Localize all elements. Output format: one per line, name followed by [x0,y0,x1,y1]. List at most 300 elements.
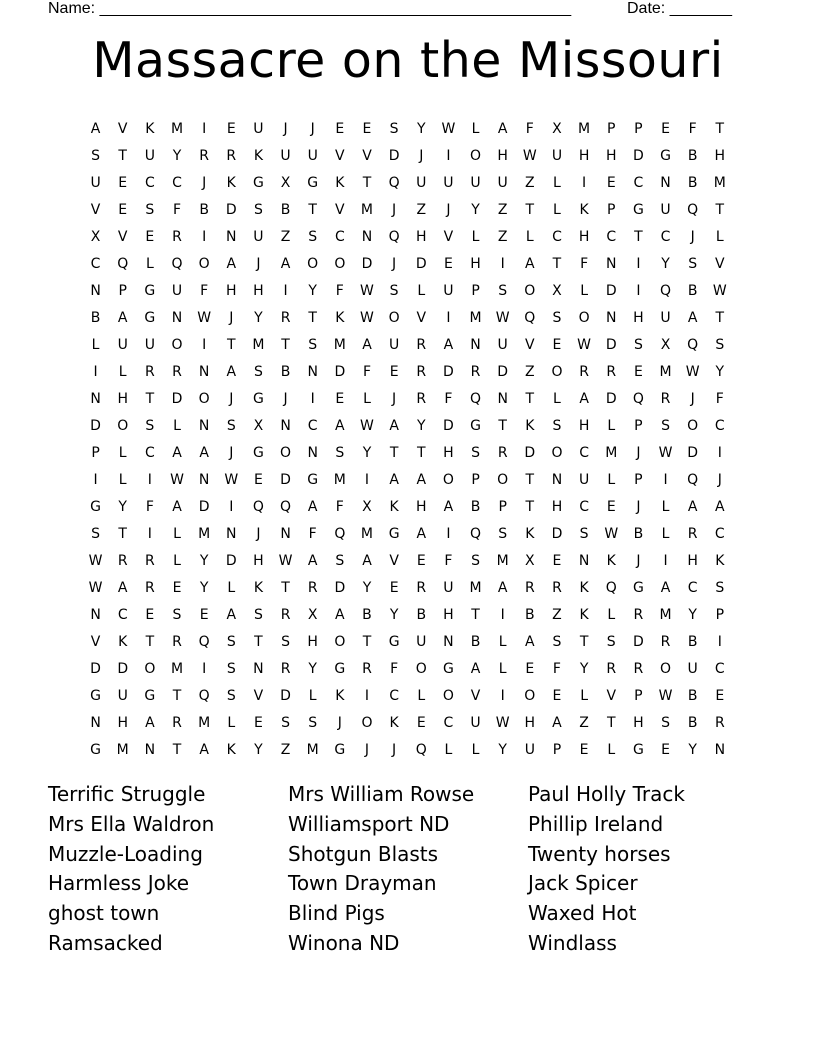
grid-letter: X [280,174,291,191]
grid-letter: Q [117,255,129,272]
grid-letter: G [90,741,101,758]
grid-letter: A [579,390,589,407]
grid-letter: S [579,525,589,542]
grid-letter: M [713,174,726,191]
grid-letter: T [254,633,263,650]
grid-letter: X [660,336,671,353]
grid-letter: R [280,309,291,326]
grid-letter: N [280,525,291,542]
grid-letter: W [712,282,727,299]
grid-letter: K [253,579,263,596]
word-item: Twenty horses [528,841,671,866]
grid-letter: V [335,201,345,218]
grid-letter: S [471,444,480,461]
grid-letter: U [470,714,481,731]
grid-letter: A [389,417,399,434]
grid-letter: J [256,255,261,272]
letter-grid [82,115,733,763]
grid-letter: M [170,660,184,677]
grid-letter: L [173,552,181,569]
grid-letter: J [446,201,451,218]
grid-letter: R [307,579,318,596]
grid-letter: N [226,228,237,245]
grid-letter: T [525,498,535,515]
grid-letter: M [306,741,319,758]
grid-letter: H [470,255,481,272]
grid-letter: G [252,444,264,461]
grid-letter: Q [388,228,400,245]
grid-letter: R [416,579,427,596]
grid-letter: D [632,633,644,650]
grid-letter: D [225,552,237,569]
grid-letter: T [145,390,155,407]
grid-letter: N [226,525,237,542]
grid-letter: H [226,282,237,299]
grid-letter: V [715,255,725,272]
grid-letter: O [524,282,536,299]
grid-row [82,574,733,601]
grid-letter: D [687,444,699,461]
grid-letter: S [226,633,236,650]
grid-letter: S [91,525,101,542]
grid-letter: A [280,255,291,272]
word-column [48,780,278,959]
grid-letter: N [253,660,264,677]
grid-letter: L [553,390,561,407]
grid-letter: G [252,390,264,407]
grid-letter: S [226,687,236,704]
grid-letter: D [361,255,373,272]
grid-letter: O [578,309,590,326]
grid-row [82,547,733,574]
grid-letter: R [687,525,698,542]
grid-letter: O [361,714,373,731]
grid-letter: Y [471,201,480,218]
grid-letter: I [446,147,451,164]
grid-letter: T [281,579,290,596]
grid-letter: J [636,444,641,461]
word-item: Mrs Ella Waldron [48,811,215,836]
grid-letter: Y [362,579,372,596]
word-item: Jack Spicer [528,871,638,896]
grid-letter: A [226,363,237,380]
grid-letter: Q [171,255,183,272]
grid-letter: E [253,471,263,488]
grid-letter: J [636,498,641,515]
grid-letter: P [634,471,643,488]
grid-letter: S [308,228,318,245]
grid-letter: L [118,444,127,461]
grid-letter: L [227,579,236,596]
grid-letter: Y [308,282,317,299]
grid-letter: S [661,714,670,731]
grid-letter: L [498,633,507,650]
grid-letter: B [687,633,698,650]
grid-letter: N [714,741,726,758]
grid-letter: F [335,498,344,515]
grid-letter: S [226,660,236,677]
grid-letter: A [416,471,427,488]
grid-letter: L [661,498,670,515]
grid-letter: G [144,282,156,299]
grid-letter: I [202,660,207,677]
grid-letter: S [552,633,562,650]
grid-letter: F [335,282,344,299]
grid-letter: L [525,228,534,245]
grid-letter: O [171,336,183,353]
grid-letter: G [307,471,319,488]
grid-letter: S [145,417,155,434]
grid-letter: K [715,552,725,569]
grid-letter: U [497,174,508,191]
grid-letter: S [498,282,508,299]
grid-letter: T [145,633,155,650]
grid-letter: X [552,282,562,299]
grid-letter: T [552,255,562,272]
grid-letter: T [525,390,535,407]
grid-letter: N [606,309,617,326]
grid-letter: U [443,579,454,596]
grid-letter: H [117,714,128,731]
grid-letter: R [172,363,182,380]
grid-letter: D [524,444,536,461]
grid-letter: M [333,336,346,353]
grid-letter: B [687,147,698,164]
grid-letter: O [442,687,454,704]
grid-letter: Z [416,201,427,218]
grid-letter: D [90,417,101,434]
grid-letter: H [578,417,590,434]
grid-letter: O [687,417,699,434]
grid-letter: U [280,147,291,164]
grid-letter: Y [254,309,263,326]
grid-letter: D [280,471,291,488]
grid-letter: R [172,633,182,650]
grid-letter: N [90,606,101,623]
grid-letter: M [469,579,482,596]
grid-letter: N [90,282,101,299]
word-item: Williamsport ND [288,811,450,836]
grid-letter: S [145,201,155,218]
grid-letter: A [443,336,454,353]
grid-letter: Q [632,390,644,407]
grid-letter: O [280,444,292,461]
grid-letter: A [525,633,535,650]
page-title: Massacre on the Missouri [92,32,724,89]
grid-letter: D [632,147,644,164]
grid-letter: D [90,660,101,677]
grid-letter: T [362,633,372,650]
grid-letter: P [91,444,100,461]
grid-letter: D [117,660,129,677]
grid-letter: J [256,525,261,542]
grid-letter: E [226,120,236,137]
grid-letter: E [715,687,725,704]
grid-letter: T [172,687,182,704]
grid-letter: L [607,741,616,758]
grid-letter: Y [172,147,182,164]
word-column [528,780,758,959]
grid-letter: A [172,498,182,515]
grid-letter: O [388,309,400,326]
grid-letter: K [606,552,616,569]
grid-letter: X [525,552,535,569]
grid-letter: W [360,309,374,326]
grid-letter: U [524,741,535,758]
grid-letter: J [392,390,397,407]
grid-letter: E [661,120,670,137]
grid-letter: N [90,714,101,731]
grid-letter: W [278,552,293,569]
grid-letter: V [335,147,345,164]
grid-letter: M [496,552,509,569]
grid-letter: E [389,579,399,596]
grid-letter: S [335,552,345,569]
grid-letter: C [714,525,725,542]
grid-letter: Y [199,579,209,596]
grid-letter: G [144,687,156,704]
grid-letter: B [633,525,644,542]
grid-letter: L [308,687,317,704]
grid-letter: L [417,282,426,299]
grid-letter: Q [660,282,672,299]
grid-letter: H [253,552,264,569]
grid-letter: L [580,687,588,704]
grid-letter: T [389,444,399,461]
grid-letter: W [658,444,673,461]
grid-letter: M [578,120,591,137]
grid-letter: A [117,309,128,326]
grid-letter: D [334,363,346,380]
grid-letter: E [335,120,345,137]
grid-letter: D [443,417,454,434]
grid-letter: R [660,633,671,650]
grid-row [82,412,733,439]
grid-letter: T [606,714,616,731]
grid-letter: I [364,471,370,488]
grid-letter: B [280,201,291,218]
grid-letter: W [360,417,374,434]
grid-letter: A [389,471,399,488]
grid-letter: Q [415,741,427,758]
grid-letter: K [335,174,345,191]
grid-letter: U [578,471,590,488]
grid-letter: T [281,336,290,353]
grid-letter: V [90,633,101,650]
grid-letter: F [308,525,317,542]
grid-letter: V [253,687,264,704]
grid-row [82,493,733,520]
grid-letter: O [198,390,210,407]
grid-letter: S [253,201,263,218]
grid-letter: O [334,255,346,272]
grid-letter: C [334,228,345,245]
grid-letter: Q [280,498,292,515]
grid-letter: R [280,660,291,677]
grid-letter: A [443,498,454,515]
grid-letter: E [335,390,345,407]
grid-letter: P [552,741,562,758]
grid-letter: T [362,174,372,191]
grid-letter: W [441,120,456,137]
grid-letter: Q [198,633,210,650]
grid-letter: S [552,309,562,326]
grid-letter: V [90,201,101,218]
grid-letter: L [607,471,616,488]
grid-letter: J [310,120,315,137]
grid-letter: C [714,660,725,677]
grid-letter: J [229,390,234,407]
grid-letter: F [444,552,453,569]
grid-letter: S [281,633,290,650]
grid-letter: K [579,579,589,596]
word-item: Winona ND [288,930,400,955]
grid-letter: Y [688,741,697,758]
grid-letter: B [687,282,698,299]
grid-letter: H [524,714,536,731]
word-item: Paul Holly Track [528,782,685,806]
grid-row [82,736,733,763]
grid-letter: B [687,714,698,731]
grid-letter: C [144,174,155,191]
grid-letter: U [144,147,155,164]
grid-letter: N [171,309,183,326]
grid-letter: P [715,606,725,623]
grid-letter: J [717,471,722,488]
grid-letter: H [497,147,508,164]
grid-letter: Q [687,471,699,488]
grid-letter: N [443,633,454,650]
grid-letter: G [660,147,671,164]
grid-letter: I [582,174,587,191]
grid-letter: V [606,687,617,704]
grid-letter: O [307,255,319,272]
grid-letter: D [415,255,427,272]
grid-letter: E [525,660,535,677]
grid-letter: N [497,390,508,407]
grid-letter: F [688,120,697,137]
grid-letter: A [552,714,562,731]
grid-letter: T [715,120,725,137]
grid-letter: T [308,309,317,326]
grid-letter: O [198,255,210,272]
grid-letter: I [202,228,207,245]
grid-letter: L [118,363,127,380]
grid-letter: I [93,471,98,488]
grid-letter: L [607,417,616,434]
grid-letter: R [416,363,427,380]
grid-letter: R [144,363,155,380]
grid-letter: J [283,120,288,137]
grid-letter: C [552,228,562,245]
grid-letter: I [202,336,207,353]
grid-letter: T [525,471,535,488]
grid-letter: V [470,687,481,704]
grid-row [82,169,733,196]
grid-letter: R [633,606,644,623]
grid-letter: S [389,282,399,299]
grid-letter: R [606,660,617,677]
grid-letter: G [632,741,644,758]
grid-letter: I [147,471,152,488]
grid-letter: U [551,147,563,164]
grid-letter: N [578,552,590,569]
grid-row [82,331,733,358]
grid-letter: W [360,282,374,299]
grid-letter: K [525,525,535,542]
grid-row [82,142,733,169]
grid-letter: S [661,417,670,434]
grid-letter: J [392,255,397,272]
grid-letter: R [470,363,481,380]
grid-letter: B [525,606,535,623]
grid-letter: J [229,444,234,461]
grid-letter: T [118,147,127,164]
grid-letter: Q [198,687,210,704]
grid-letter: D [605,282,617,299]
grid-letter: W [495,714,510,731]
grid-letter: P [607,201,616,218]
grid-letter: L [91,336,100,353]
grid-letter: I [636,282,641,299]
grid-letter: D [551,525,563,542]
grid-letter: Y [254,741,263,758]
grid-letter: L [661,525,670,542]
grid-letter: E [552,687,562,704]
grid-letter: E [253,714,263,731]
grid-letter: I [663,552,668,569]
grid-row [82,601,733,628]
grid-letter: Z [579,714,589,731]
grid-row [82,115,733,142]
grid-letter: D [198,498,210,515]
grid-letter: A [172,444,182,461]
grid-letter: Y [416,417,426,434]
grid-letter: N [307,444,318,461]
grid-letter: Q [252,498,264,515]
grid-letter: A [416,525,427,542]
grid-letter: L [580,282,588,299]
grid-letter: M [116,741,129,758]
grid-letter: C [606,228,617,245]
grid-letter: S [498,525,508,542]
grid-letter: F [145,498,154,515]
grid-letter: N [307,363,318,380]
grid-letter: I [446,309,451,326]
grid-letter: S [389,120,399,137]
grid-letter: L [417,687,426,704]
grid-letter: G [90,687,101,704]
grid-letter: C [90,255,101,272]
grid-letter: W [685,363,700,380]
grid-letter: F [580,255,589,272]
grid-letter: Q [687,336,699,353]
grid-letter: K [226,741,236,758]
grid-row [82,466,733,493]
word-item: Harmless Joke [48,871,190,896]
grid-letter: E [389,363,399,380]
grid-row [82,250,733,277]
grid-letter: H [633,714,644,731]
grid-letter: L [553,201,561,218]
grid-letter: F [172,201,182,218]
grid-letter: J [364,741,370,758]
grid-letter: M [469,309,482,326]
grid-letter: K [335,309,345,326]
grid-letter: U [171,282,183,299]
grid-letter: P [634,120,643,137]
grid-letter: B [90,309,101,326]
